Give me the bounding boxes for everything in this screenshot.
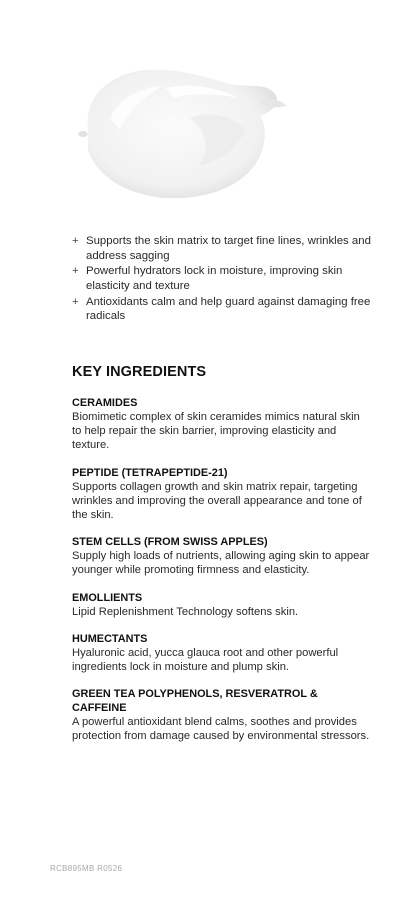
product-code: RCB895MB R0526 — [50, 864, 123, 873]
ingredient-item — [72, 687, 372, 743]
benefit-item — [72, 295, 372, 324]
ingredient-name: HUMECTANTS — [72, 632, 148, 645]
benefit-text: Powerful hydrators lock in moisture, improving skin elasticity and texture — [86, 265, 343, 292]
ingredient-name: EMOLLIENTS — [72, 591, 143, 604]
benefits-list — [72, 234, 372, 325]
ingredient-description: Supply high loads of nutrients, allowing aging skin to appear younger while promoting firmness and elasticity. — [72, 550, 370, 577]
ingredient-description: A powerful antioxidant blend calms, soothes and provides protection from damage caused by environmental stressors. — [72, 716, 370, 743]
ingredient-name: CERAMIDES — [72, 397, 138, 409]
ingredient-description: Biomimetic complex of skin ceramides mimics natural skin to help repair the skin barrier, improving elasticity and texture. — [72, 411, 360, 452]
ingredient-description: Lipid Replenishment Technology softens skin. — [72, 605, 299, 618]
ingredients-list — [72, 396, 372, 757]
ingredient-item — [72, 591, 372, 619]
plus-bullet-icon: + — [72, 235, 79, 247]
ingredient-name: GREEN TEA POLYPHENOLS, RESVERATROL & CAFFEINE — [72, 688, 318, 715]
ingredient-item — [72, 632, 372, 674]
key-ingredients-heading: KEY INGREDIENTS — [72, 364, 207, 380]
benefit-item — [72, 264, 372, 293]
plus-bullet-icon: + — [72, 265, 79, 278]
ingredient-item — [72, 466, 372, 523]
benefit-text: Antioxidants calm and help guard against damaging free radicals — [86, 295, 371, 323]
ingredient-name: STEM CELLS (FROM SWISS APPLES) — [72, 536, 268, 549]
ingredient-item — [72, 396, 372, 453]
ingredient-description: Hyaluronic acid, yucca glauca root and other powerful ingredients lock in moisture and plump skin. — [72, 646, 339, 674]
ingredient-description: Supports collagen growth and skin matrix repair, targeting wrinkles and improving the overall appearance and tone of the skin. — [72, 480, 362, 522]
plus-bullet-icon: + — [72, 295, 79, 308]
cream-swatch-image — [70, 58, 290, 208]
benefit-text: Supports the skin matrix to target fine lines, wrinkles and address sagging — [86, 235, 371, 262]
ingredient-item — [72, 535, 372, 577]
ingredient-name: PEPTIDE (TETRAPEPTIDE-21) — [72, 466, 228, 479]
benefit-item — [72, 234, 372, 263]
